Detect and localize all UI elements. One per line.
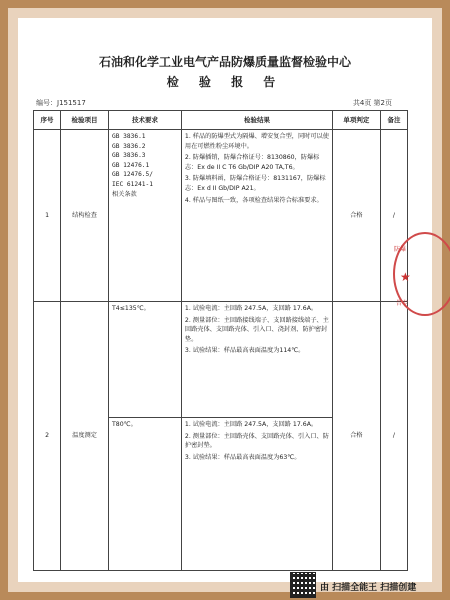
- scanner-watermark: 由 扫描全能王 扫描创建: [320, 583, 417, 593]
- stamp-text-bottom: 告专: [396, 300, 409, 307]
- row-remark: /: [380, 130, 407, 302]
- row-requirements: [109, 130, 182, 302]
- row-no: 2: [34, 302, 61, 571]
- header-result: 检验结果: [181, 111, 332, 130]
- row-results-sub: [181, 302, 332, 418]
- stamp-star-icon: ★: [400, 270, 411, 284]
- header-remark: 备注: [380, 111, 407, 130]
- row-item: 结构检查: [61, 130, 109, 302]
- result-item: 1. 试验电流：主回路 247.5A，支回路 17.6A。: [184, 421, 318, 428]
- report-title: 检 验 报 告: [166, 75, 284, 89]
- page-info: 共4页 第2页: [352, 99, 392, 107]
- header-verdict: 单项判定: [332, 111, 380, 130]
- result-item: 3. 防爆填料函，防爆合格证号：8131167，防爆标志：Ex d II Gb/DIP A21。: [184, 175, 326, 193]
- row-no: 1: [34, 130, 61, 302]
- row-requirement-sub: T80℃。: [109, 418, 182, 571]
- row-item: 温度测定: [61, 302, 109, 571]
- requirement-line: IEC 61241-1: [112, 181, 153, 189]
- result-item: 2. 测量部位：主回路接线端子、支回路接线端子、主回路壳体、支回路壳体、引入口、浇封剂、防护密封垫。: [184, 316, 329, 343]
- table-header-row: [34, 111, 408, 130]
- requirement-line: GB 3836.1: [112, 133, 146, 140]
- requirement-line: GB 3836.3: [112, 152, 146, 160]
- row-results-sub: [181, 418, 332, 571]
- header-no: 序号: [34, 111, 61, 130]
- result-item: 4. 样品与图纸一致，各项检查结果符合标准要求。: [184, 196, 323, 204]
- result-item: 3. 试验结果：样品最高表面温度为114℃。: [184, 347, 305, 355]
- requirement-line: GB 12476.1: [112, 161, 150, 169]
- row-remark: /: [380, 302, 407, 571]
- result-item: 3. 试验结果：样品最高表面温度为63℃。: [184, 453, 301, 461]
- org-title: 石油和化学工业电气产品防爆质量监督检验中心: [98, 55, 351, 69]
- result-item: 2. 测量部位：主回路壳体、支回路壳体、引入口、防护密封垫。: [184, 432, 329, 450]
- document-page: [18, 18, 432, 593]
- requirement-line: GB 3836.2: [112, 142, 146, 150]
- result-item: 1. 样品的防爆型式为隔爆、增安复合型，同时可以使用在可燃性粉尘环境中。: [184, 133, 329, 150]
- header-item: 检验项目: [61, 111, 109, 130]
- qr-code-icon: [290, 572, 316, 598]
- report-number: 编号：J151517: [36, 99, 86, 107]
- result-item: 1. 试验电流：主回路 247.5A，支回路 17.6A。: [184, 305, 318, 312]
- stamp-text-top: 防爆: [394, 246, 407, 253]
- row-requirement-sub: T4≤135℃。: [109, 302, 182, 418]
- requirement-line: 相关条款: [112, 190, 137, 198]
- table-row: [34, 302, 408, 418]
- requirement-line: GB 12476.5/: [112, 171, 153, 179]
- row-verdict: 合格: [332, 130, 380, 302]
- row-results: [181, 130, 332, 302]
- table-row: [34, 130, 408, 302]
- result-item: 2. 防爆插销，防爆合格证号：8130860，防爆标志：Ex de II C T6 Gb/DIP A20 TA,T6。: [184, 154, 320, 171]
- inspection-table: [33, 110, 408, 571]
- row-verdict: 合格: [332, 302, 380, 571]
- header-requirement: 技术要求: [109, 111, 182, 130]
